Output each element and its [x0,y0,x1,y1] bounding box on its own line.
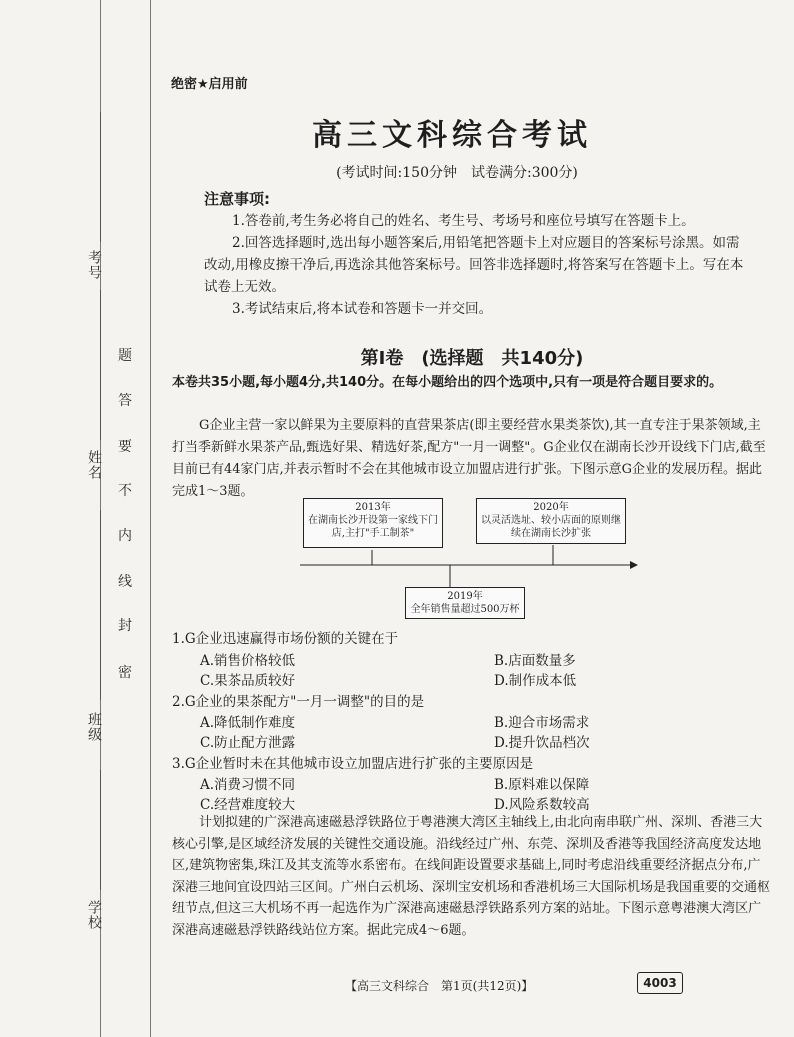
timeline-box-2020: 2020年 以灵活选址、较小店面的原则继续在湖南长沙扩张 [476,498,626,544]
question-option: A.降低制作难度 [200,715,296,731]
question-stem: 1.G企业迅速赢得市场份额的关键在于 [172,631,399,647]
notice-item: 2.回答选择题时,选出每小题答案后,用铅笔把答题卡上对应题目的答案标号涂黑。如需改动,用橡皮擦干净后,再选涂其他答案标号。回答非选择题时,将答案写在答题卡上。写在本试卷上无效。 [204,235,744,295]
exam-subtitle: (考试时间:150分钟 试卷满分:300分) [336,165,578,181]
binding-line-inner [150,0,151,1037]
timeline-box-2013: 2013年 在湖南长沙开设第一家线下门店,主打"手工制茶" [303,498,443,548]
seal-char: 线 [118,574,132,590]
question-option: C.防止配方泄露 [200,735,296,751]
question-option: B.店面数量多 [494,653,576,669]
school-label: 学校 [86,900,102,930]
question-option: C.果茶品质较好 [200,673,296,689]
confidential-mark: 绝密★启用前 [171,77,248,92]
notice-item: 3.考试结束后,将本试卷和答题卡一并交回。 [232,301,493,317]
question-option: A.消费习惯不同 [200,777,296,793]
passage-1: G企业主营一家以鲜果为主要原料的直营果茶店(即主要经营水果类茶饮),其一直专注于果茶领域,主打当季新鲜水果茶产品,甄选好果、精选好茶,配方"一月一调整"。G企业仅在湖南长沙开设线下门店,截至目前已有44家门店,并表示暂时不会在其他城市设立加盟店进行扩张。下图示意G企业的发展历程。据此完成1～3题。 [172,418,766,499]
question-option: B.原料难以保障 [494,777,590,793]
seal-char: 内 [118,528,132,544]
exam-no-label: 考号 [86,250,102,280]
question-stem: 2.G企业的果茶配方"一月一调整"的目的是 [172,694,425,710]
notice-item: 1.答卷前,考生务必将自己的姓名、考生号、考场号和座位号填写在答题卡上。 [232,213,695,229]
class-label: 班级 [86,712,102,742]
question-option: B.迎合市场需求 [494,715,590,731]
seal-char: 密 [118,665,132,681]
question-option: D.制作成本低 [494,673,577,689]
class-fill-line [100,510,101,700]
timeline-arrow-head [630,561,638,569]
name-label: 姓名 [86,450,102,480]
school-fill-line [100,770,101,890]
seal-char: 要 [118,439,132,455]
paper-code-badge: 4003 [637,972,683,994]
section-title: 第Ⅰ卷 (选择题 共140分) [360,348,584,369]
question-option: D.风险系数较高 [494,797,590,813]
question-option: A.销售价格较低 [200,653,296,669]
timeline-box-2019: 2019年 全年销售量超过500万杯 [405,587,525,619]
question-stem: 3.G企业暂时未在其他城市设立加盟店进行扩张的主要原因是 [172,756,534,772]
notice-heading: 注意事项: [204,190,270,208]
question-option: C.经营难度较大 [200,797,296,813]
seal-char: 不 [118,483,132,499]
seal-char: 封 [118,618,132,634]
question-option: D.提升饮品档次 [494,735,590,751]
seal-char: 答 [118,393,132,409]
section-instructions: 本卷共35小题,每小题4分,共140分。在每小题给出的四个选项中,只有一项是符合题目要求的。 [172,375,723,390]
passage-2: 计划拟建的广深港高速磁悬浮铁路位于粤港澳大湾区主轴线上,由北向南串联广州、深圳、香港三大核心引擎,是区域经济发展的关键性交通设施。沿线经过广州、东莞、深圳及香港等我国经济高度发达地区,建筑物密集,珠江及其支流等水系密布。在线间距设置要求基础上,同时考虑沿线重要经济据点分布,广深港三地间宜设四站三区间。广州白云机场、深圳宝安机场和香港机场三大国际机场是我国重要的交通枢纽节点,但这三大机场不再一起选作为广深港高速磁悬浮铁路系列方案的站址。下图示意粤港澳大湾区广深港高速磁悬浮铁路线站位方案。据此完成4～6题。 [172,815,771,938]
exam-title: 高三文科综合考试 [312,118,592,153]
seal-char: 题 [118,348,132,364]
page-footer: 【高三文科综合 第1页(共12页)】 [345,979,534,993]
